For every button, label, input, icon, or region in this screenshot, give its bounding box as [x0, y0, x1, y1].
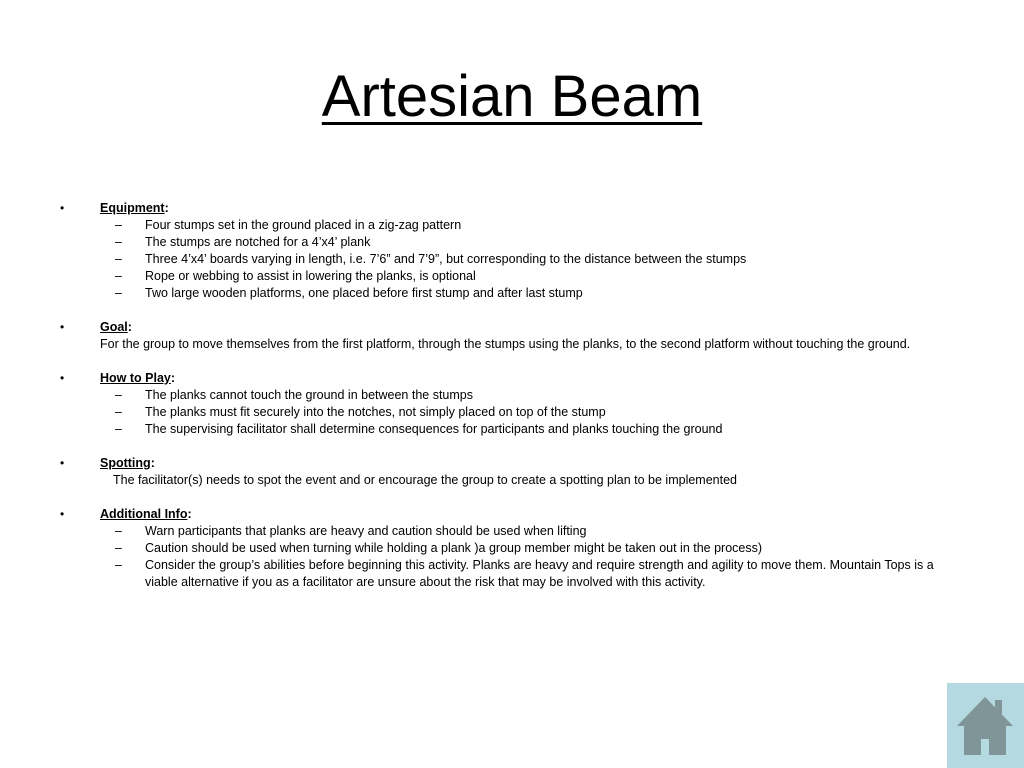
list-item-text: Three 4’x4’ boards varying in length, i.e. 7’6” and 7’9”, but corresponding to the distance between the stumps [145, 252, 747, 266]
list-item [58, 217, 958, 234]
heading-colon: : [164, 201, 169, 215]
section-how-to-play [58, 370, 958, 438]
heading-colon: : [187, 507, 192, 521]
list-item-text: The planks must fit securely into the notches, not simply placed on top of the stump [145, 405, 606, 419]
dash: – [115, 558, 122, 572]
heading-label: Spotting [100, 456, 151, 470]
dash: – [115, 252, 122, 266]
home-icon [947, 683, 1024, 768]
section-heading [100, 319, 132, 336]
heading-label: Goal [100, 320, 128, 334]
list-item [58, 540, 958, 557]
dash: – [115, 541, 122, 555]
list-item [58, 251, 958, 268]
dash: – [115, 235, 122, 249]
section-heading [100, 506, 192, 523]
list-item-text: Consider the group’s abilities before beginning this activity. Planks are heavy and require strength and agility to move them. Mountain Tops is a viable alternative if you as a facilitator are unsure about the risk that may be involved with this activity. [145, 558, 934, 589]
goal-text: For the group to move themselves from the first platform, through the stumps using the planks, to the second platform without touching the ground. [100, 337, 911, 351]
heading-colon: : [170, 371, 176, 385]
list-item-text: The stumps are notched for a 4’x4’ plank [145, 235, 371, 249]
slide-content [58, 200, 958, 608]
section-additional-info [58, 506, 958, 591]
list-item-text: Warn participants that planks are heavy and caution should be used when lifting [145, 524, 587, 538]
list-item [58, 421, 958, 438]
list-item [58, 285, 958, 302]
list-item [58, 387, 958, 404]
dash: – [115, 524, 122, 538]
list-item-text: Two large wooden platforms, one placed before first stump and after last stump [145, 286, 583, 300]
section-heading [100, 455, 155, 472]
bullet: • [60, 507, 65, 521]
heading-colon: : [127, 320, 132, 334]
dash: – [115, 269, 122, 283]
list-item-text: The supervising facilitator shall determine consequences for participants and planks touching the ground [145, 422, 723, 436]
bullet: • [60, 371, 65, 385]
heading-label: Equipment [100, 201, 165, 215]
list-item [58, 234, 958, 251]
dash: – [115, 405, 122, 419]
list-item [58, 268, 958, 285]
bullet: • [60, 320, 65, 334]
dash: – [115, 388, 122, 402]
heading-label: How to Play [100, 371, 171, 385]
home-button[interactable] [947, 683, 1024, 768]
sub-list [58, 387, 958, 438]
heading-colon: : [150, 456, 155, 470]
section-equipment [58, 200, 958, 302]
sub-list [58, 217, 958, 302]
slide-title: Artesian Beam [321, 64, 703, 129]
list-item-text: Caution should be used when turning while holding a plank )a group member might be taken out in the process) [145, 541, 763, 555]
list-item-text: Four stumps set in the ground placed in a zig-zag pattern [145, 218, 462, 232]
list-item [58, 523, 958, 540]
sub-list [58, 523, 958, 591]
section-spotting [58, 455, 958, 489]
bullet: • [60, 201, 65, 215]
list-item [58, 557, 958, 591]
bullet: • [60, 456, 65, 470]
list-item-text: The planks cannot touch the ground in between the stumps [145, 388, 473, 402]
spotting-text: The facilitator(s) needs to spot the event and or encourage the group to create a spotting plan to be implemented [113, 473, 737, 487]
heading-label: Additional Info [100, 507, 188, 521]
section-heading [100, 370, 175, 387]
section-heading [100, 200, 169, 217]
dash: – [115, 422, 122, 436]
dash: – [115, 218, 122, 232]
section-goal [58, 319, 958, 353]
dash: – [115, 286, 122, 300]
list-item [58, 404, 958, 421]
list-item-text: Rope or webbing to assist in lowering the planks, is optional [145, 269, 476, 283]
